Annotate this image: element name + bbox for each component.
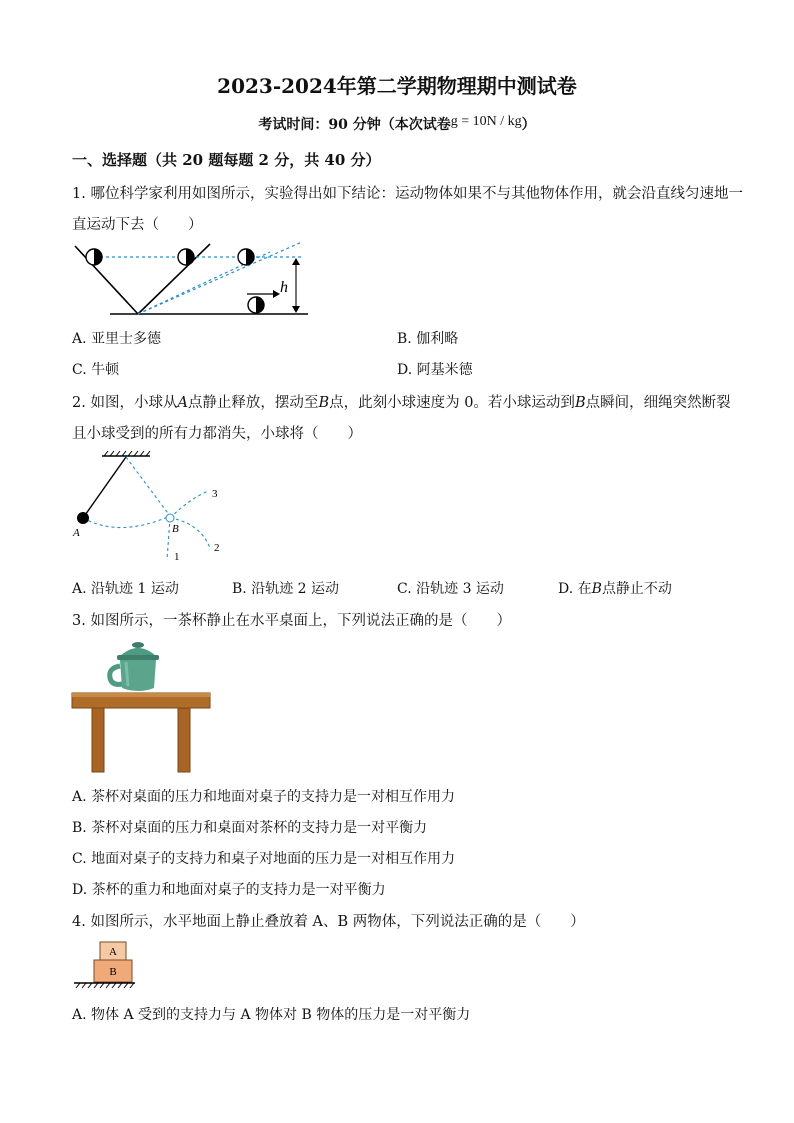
exam-info-close: ） (521, 117, 536, 133)
q2-label-a: A (73, 527, 80, 539)
q4-option-a[interactable]: A. 物体 A 受到的支持力与 A 物体对 B 物体的压力是一对平衡力 (72, 1007, 471, 1023)
q1-height-label: h (280, 279, 288, 296)
q2-label-1: 1 (174, 551, 180, 563)
q3-figure (70, 636, 212, 774)
q2-option-d-point: B (591, 581, 602, 597)
teacup-image (110, 642, 159, 691)
q2-stem-text-b: 点静止释放，摆动至 (187, 395, 319, 411)
q3-option-d[interactable]: D. 茶杯的重力和地面对桌子的支持力是一对平衡力 (72, 882, 386, 898)
q1-ball-ground (248, 297, 264, 313)
q2-stem-text-d: 点瞬间，细绳突然断裂 (585, 395, 731, 411)
q2-point-b: B (318, 395, 330, 411)
q2-string-dashed (126, 457, 170, 516)
q2-stem-line2: 且小球受到的所有力都消失，小球将（ ） (72, 426, 362, 442)
page-title: 2023-2024年第二学期物理期中测试卷 (217, 74, 577, 98)
q2-string (83, 457, 126, 518)
q2-trajectory-1 (167, 518, 170, 560)
q2-stem-text-c: 点，此刻小球速度为 0。若小球运动到 (329, 395, 575, 411)
q1-option-a[interactable]: A. 亚里士多德 (72, 331, 162, 347)
q3-option-b[interactable]: B. 茶杯对桌面的压力和桌面对茶杯的支持力是一对平衡力 (72, 820, 428, 836)
q2-option-b[interactable]: B. 沿轨迹 2 运动 (232, 581, 339, 597)
q1-ball-right (238, 249, 254, 265)
q2-option-d-text-b: 点静止不动 (601, 581, 672, 597)
q2-swing-arc (83, 516, 170, 528)
table-image (72, 693, 210, 772)
q1-stem-line1: 1. 哪位科学家利用如图所示，实验得出如下结论：运动物体如果不与其他物体作用，就会沿直线匀速地一 (72, 186, 743, 202)
q4-label-a: A (109, 946, 117, 958)
q2-option-d[interactable] (558, 578, 672, 598)
q1-option-c[interactable]: C. 牛顿 (72, 362, 120, 378)
section-heading: 一、选择题（共 20 题每题 2 分，共 40 分） (72, 151, 381, 169)
q1-left-ramp (75, 246, 138, 314)
q3-stem: 3. 如图所示，一茶杯静止在水平桌面上，下列说法正确的是（ ） (72, 613, 511, 629)
q2-label-b: B (172, 523, 179, 535)
q1-right-ramp (138, 244, 210, 314)
q2-option-c[interactable]: C. 沿轨迹 3 运动 (397, 581, 504, 597)
exam-info (0, 114, 794, 134)
gravity-formula: g = 10N / kg (450, 114, 522, 129)
q4-label-b: B (109, 966, 117, 978)
q2-stem-line1 (72, 391, 731, 412)
q2-option-d-text-a: D. 在 (558, 581, 592, 597)
q2-label-3: 3 (212, 488, 218, 500)
q2-label-2: 2 (214, 542, 220, 554)
q2-trajectory-3 (170, 491, 208, 518)
q4-stem: 4. 如图所示，水平地面上静止叠放着 A、B 两物体，下列说法正确的是（ ） (72, 914, 585, 930)
q3-option-a[interactable]: A. 茶杯对桌面的压力和地面对桌子的支持力是一对相互作用力 (72, 789, 456, 805)
q1-ball-middle (178, 249, 194, 265)
q1-shallow-ramp (138, 242, 302, 314)
q4-figure (72, 938, 137, 990)
q1-stem-line2: 直运动下去（ ） (72, 217, 203, 233)
q3-option-c[interactable]: C. 地面对桌子的支持力和桌子对地面的压力是一对相互作用力 (72, 851, 456, 867)
q1-figure (70, 240, 315, 320)
q2-point-b-2: B (574, 395, 586, 411)
q2-stem-text-a: 2. 如图，小球从 (72, 395, 178, 411)
exam-info-text: 考试时间：90 分钟（本次试卷 (258, 117, 451, 133)
q1-option-d[interactable]: D. 阿基米德 (397, 362, 473, 378)
q1-ball-left (86, 249, 102, 265)
q2-figure (70, 448, 230, 568)
q2-ball-a (77, 512, 89, 524)
q1-option-b[interactable]: B. 伽利略 (397, 331, 459, 347)
q2-point-a: A (177, 395, 188, 411)
q2-ball-b (166, 514, 174, 522)
q2-option-a[interactable]: A. 沿轨迹 1 运动 (72, 581, 179, 597)
